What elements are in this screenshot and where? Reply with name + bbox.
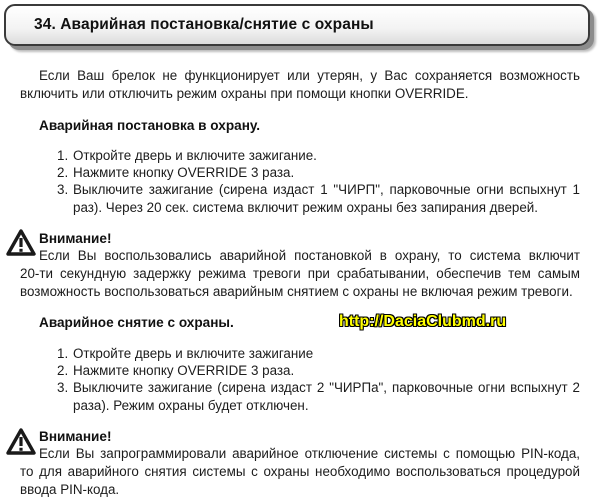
step-number: 2. — [57, 363, 69, 378]
step-text: Откройте дверь и включите зажигание — [73, 346, 314, 361]
warning-title: Внимание! — [39, 429, 112, 444]
intro-paragraph-cont — [20, 85, 580, 103]
warning-title: Внимание! — [39, 231, 112, 246]
step-text-line: раз). Через 20 сек. система включит режим охраны без запирания дверей. — [73, 200, 538, 215]
watermark-url: http://DaciaClubmd.ru — [339, 313, 507, 330]
step-text: Нажмите кнопку OVERRIDE 3 раза. — [73, 363, 295, 378]
intro-line: Если Ваш брелок не функционирует или утерян, у Вас сохраняется возможность — [39, 68, 580, 83]
warning-text-cont — [20, 265, 580, 301]
warning-line: Если Вы запрограммировали аварийное отключение системы с помощью PIN-кода, — [39, 446, 580, 461]
warning-triangle-icon — [6, 229, 36, 256]
warning-text — [39, 247, 580, 265]
step-number: 1. — [57, 346, 69, 361]
step-text-line: Выключите зажигание (сирена издаст 2 "ЧИРПа", парковочные огни вспыхнут 2 — [73, 380, 580, 395]
intro-line: включить или отключить режим охраны при помощи кнопки OVERRIDE. — [20, 86, 469, 101]
arm-heading: Аварийная постановка в охрану. — [39, 118, 261, 133]
warning-text — [39, 445, 580, 463]
disarm-step — [57, 379, 580, 415]
step-text: Нажмите кнопку OVERRIDE 3 раза. — [73, 165, 295, 180]
warning-line: то для аварийного снятия системы с охраны необходимо воспользоваться процедурой — [20, 464, 580, 479]
warning-line: возможность воспользоваться аварийным снятием с охраны не включая режим тревоги. — [20, 284, 573, 299]
step-number: 2. — [57, 165, 69, 180]
warning-line: Если Вы воспользовались аварийной постановкой в охрану, то система включит — [39, 248, 580, 263]
warning-triangle-icon — [6, 428, 36, 455]
arm-step — [57, 164, 580, 182]
warning-line: ввода PIN-кода. — [20, 482, 120, 497]
step-number: 3. — [57, 380, 69, 395]
arm-step — [57, 147, 580, 165]
disarm-heading: Аварийное снятие с охраны. — [39, 315, 234, 330]
section-header — [4, 4, 590, 46]
warning-line: 20-ти секундную задержку режима тревоги при срабатывании, обеспечив тем самым — [20, 266, 580, 281]
step-number: 1. — [57, 148, 69, 163]
arm-step — [57, 181, 580, 217]
intro-paragraph — [39, 67, 580, 85]
step-text-line: раза). Режим охраны будет отключен. — [73, 398, 309, 413]
warning-text-cont — [20, 463, 580, 499]
step-text-line: Выключите зажигание (сирена издаст 1 "ЧИРП", парковочные огни вспыхнут 1 — [73, 182, 580, 197]
step-text: Откройте дверь и включите зажигание. — [73, 148, 317, 163]
disarm-step — [57, 362, 580, 380]
step-number: 3. — [57, 182, 69, 197]
section-title: 34. Аварийная постановка/снятие с охраны — [34, 16, 374, 33]
disarm-step — [57, 345, 580, 363]
